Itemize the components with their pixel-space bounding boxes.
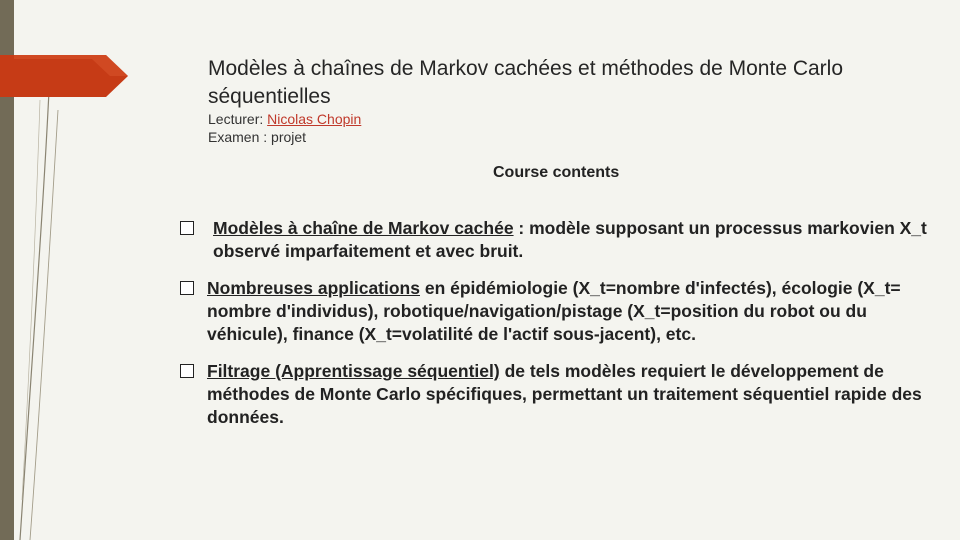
bullet-item <box>180 277 950 346</box>
bullet-heading: Modèles à chaîne de Markov cachée <box>213 218 514 238</box>
bullet-text: en épidémiologie (X_t=nombre d'infectés), écologie (X_t= nombre d'individus), robotique/navigation/pistage (X_t=position du robot ou du véhicule), finance (X_t=volatilité de l'actif sous-jacent), etc. <box>207 278 901 344</box>
bullet-item <box>180 217 950 263</box>
bullet-text: de tels modèles requiert le développement de méthodes de Monte Carlo spécifiques, permettant un traitement séquentiel rapide des données. <box>207 361 922 427</box>
checkbox-icon <box>180 221 194 235</box>
accent-arrow-shape <box>0 55 132 97</box>
bullet-heading: Filtrage (Apprentissage séquentiel) <box>207 361 500 381</box>
section-title: Course contents <box>493 164 620 181</box>
checkbox-icon <box>180 281 194 295</box>
exam-line: Examen : projet <box>208 129 307 145</box>
lecturer-label: Lecturer: <box>208 111 268 127</box>
lecturer-name-link[interactable]: Nicolas Chopin <box>267 111 362 127</box>
bullet-heading: Nombreuses applications <box>207 278 420 298</box>
bullet-text: : modèle supposant un processus markovien X_t observé imparfaitement et avec bruit. <box>213 218 927 261</box>
slide-title: Modèles à chaînes de Markov cachées et méthodes de Monte Carlo séquentielles <box>208 57 844 108</box>
checkbox-icon <box>180 364 194 378</box>
bullet-item <box>180 360 950 429</box>
lecturer-line <box>208 110 361 128</box>
bullet-list <box>180 217 950 443</box>
